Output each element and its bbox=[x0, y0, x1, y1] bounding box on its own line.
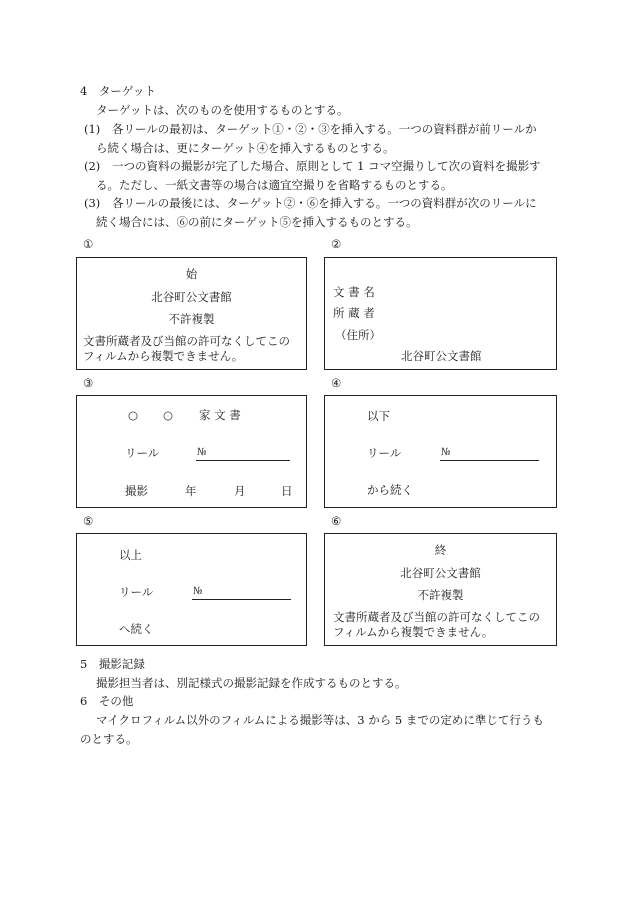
target-1-label: ① bbox=[83, 237, 94, 251]
target-3-circle-2: ○ bbox=[163, 408, 174, 422]
target-4-below: 以下 bbox=[367, 409, 390, 423]
target-6-no-copy: 不許複製 bbox=[417, 588, 464, 602]
target-1-no-copy: 不許複製 bbox=[168, 312, 215, 326]
section-5-body: 撮影担当者は、別記様式の撮影記録を作成するものとする。 bbox=[96, 676, 407, 690]
target-6-label: ⑥ bbox=[331, 514, 342, 528]
target-4-reel-underline bbox=[440, 460, 539, 461]
target-1-notice-line1: 文書所蔵者及び当館の許可なくしてこの bbox=[83, 334, 290, 348]
section-6-line1: マイクロフィルム以外のフィルムによる撮影等は、3 から 5 までの定めに準じて行うも bbox=[96, 713, 544, 727]
item-3-line2: 続く場合には、⑥の前にターゲット⑤を挿入するものとする。 bbox=[96, 215, 418, 229]
section-6-line2: のとする。 bbox=[80, 732, 138, 746]
target-4-reel-number: № bbox=[441, 447, 451, 458]
target-6-notice-line2: フィルムから複製できません。 bbox=[333, 625, 494, 639]
item-1-line2: ら続く場合は、更にターゲット④を挿入するものとする。 bbox=[96, 141, 395, 155]
target-4-label: ④ bbox=[331, 376, 342, 390]
target-5-reel-label: リール bbox=[119, 585, 154, 599]
target-5-reel-number: № bbox=[193, 586, 203, 597]
section-4-intro: ターゲットは、次のものを使用するものとする。 bbox=[96, 103, 349, 117]
item-2-line1: 一つの資料の撮影が完了した場合、原則として 1 コマ空撮りして次の資料を撮影す bbox=[112, 159, 541, 173]
target-5-label: ⑤ bbox=[83, 514, 94, 528]
target-4-box bbox=[324, 395, 557, 508]
target-3-label: ③ bbox=[83, 376, 94, 390]
target-5-continued-to: へ続く bbox=[119, 622, 154, 636]
target-1-box bbox=[76, 257, 307, 370]
item-3-line1: 各リールの最後には、ターゲット②・⑥を挿入する。一つの資料群が次のリールに bbox=[112, 196, 537, 210]
target-5-box bbox=[76, 533, 307, 646]
target-2-owner: 所 蔵 者 bbox=[333, 306, 375, 320]
section-6-heading: 6 その他 bbox=[80, 694, 134, 708]
target-2-doc-name: 文 書 名 bbox=[333, 285, 375, 299]
target-3-reel-label: リール bbox=[125, 446, 160, 460]
target-3-reel-underline bbox=[196, 460, 290, 461]
target-2-archive-name: 北谷町公文書館 bbox=[401, 349, 482, 363]
target-2-address: （住所） bbox=[335, 328, 381, 342]
target-3-house-documents: 家 文 書 bbox=[199, 408, 241, 422]
target-4-continued-from: から続く bbox=[367, 483, 413, 497]
target-3-box bbox=[76, 395, 307, 508]
target-6-notice-line1: 文書所蔵者及び当館の許可なくしてこの bbox=[333, 610, 540, 624]
target-5-above: 以上 bbox=[119, 548, 142, 562]
target-1-start: 始 bbox=[185, 267, 198, 281]
target-6-archive-name: 北谷町公文書館 bbox=[400, 566, 481, 580]
target-2-label: ② bbox=[331, 237, 342, 251]
target-1-notice-line2: フィルムから複製できません。 bbox=[83, 349, 244, 363]
target-3-day: 日 bbox=[281, 484, 293, 498]
item-2-line2: る。ただし、一紙文書等の場合は適宜空撮りを省略するものとする。 bbox=[96, 178, 453, 192]
target-4-reel-label: リール bbox=[367, 446, 402, 460]
item-1-number: (1) bbox=[84, 122, 101, 136]
section-5-heading: 5 撮影記録 bbox=[80, 657, 145, 671]
item-1-line1: 各リールの最初は、ターゲット①・②・③を挿入する。一つの資料群が前リールか bbox=[112, 122, 537, 136]
target-5-reel-underline bbox=[192, 599, 291, 600]
target-1-archive-name: 北谷町公文書館 bbox=[151, 290, 232, 304]
target-6-box bbox=[324, 533, 557, 646]
target-6-end: 終 bbox=[434, 543, 447, 557]
item-3-number: (3) bbox=[84, 196, 101, 210]
section-4-heading: 4 ターゲット bbox=[80, 84, 156, 98]
target-3-circle-1: ○ bbox=[128, 408, 139, 422]
target-3-month: 月 bbox=[234, 484, 246, 498]
target-2-box bbox=[324, 257, 557, 370]
target-3-shooting-label: 撮影 bbox=[125, 484, 148, 498]
target-3-reel-number: № bbox=[197, 447, 207, 458]
item-2-number: (2) bbox=[84, 159, 101, 173]
target-3-year: 年 bbox=[185, 484, 197, 498]
